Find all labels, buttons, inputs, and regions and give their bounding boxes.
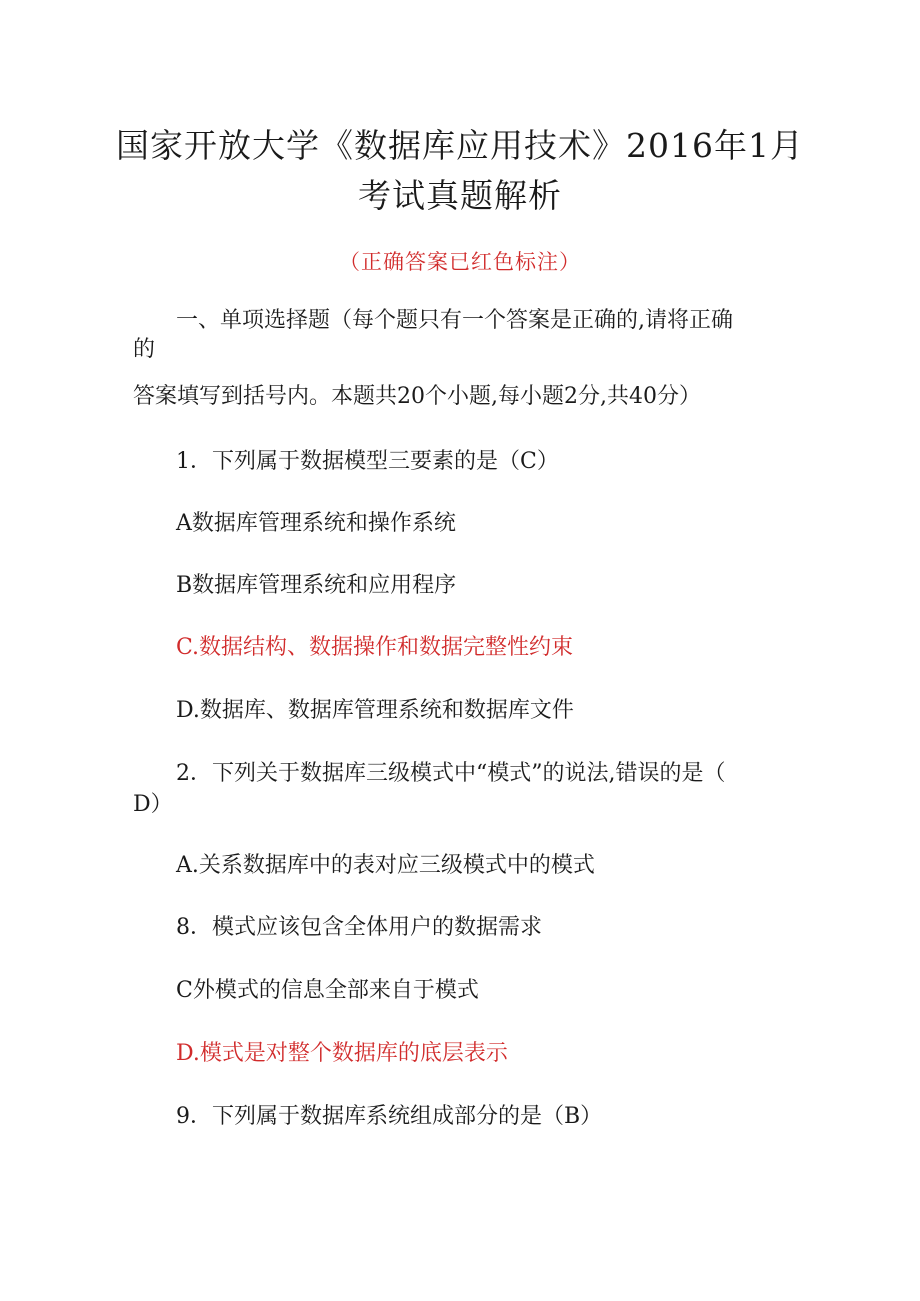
option-item: A数据库管理系统和操作系统 bbox=[176, 511, 456, 536]
section-heading-line-1: 一、单项选择题（每个题只有一个答案是正确的,请将正确 bbox=[176, 308, 733, 333]
answer-note: （正确答案已红色标注） bbox=[339, 250, 581, 274]
option-item: C外模式的信息全部来自于模式 bbox=[176, 978, 479, 1003]
document-title-line-1: 国家开放大学《数据库应用技术》2016年1月 bbox=[116, 126, 804, 165]
question-stem-continuation: D） bbox=[133, 792, 173, 817]
section-heading-line-3: 答案填写到括号内。本题共20个小题,每小题2分,共40分） bbox=[133, 384, 701, 409]
option-item: B数据库管理系统和应用程序 bbox=[176, 573, 457, 598]
option-item: A.关系数据库中的表对应三级模式中的模式 bbox=[176, 853, 595, 878]
question-stem: 2．下列关于数据库三级模式中“模式”的说法,错误的是（ bbox=[176, 761, 726, 786]
question-stem: 1．下列属于数据模型三要素的是（C） bbox=[176, 449, 559, 474]
option-item: 8．模式应该包含全体用户的数据需求 bbox=[176, 915, 542, 940]
document-title-line-2: 考试真题解析 bbox=[358, 176, 562, 215]
question-stem: 9．下列属于数据库系统组成部分的是（B） bbox=[176, 1104, 603, 1129]
section-heading-line-2: 的 bbox=[133, 337, 156, 362]
option-item: D.数据库、数据库管理系统和数据库文件 bbox=[176, 698, 574, 723]
correct-option-item: D.模式是对整个数据库的底层表示 bbox=[176, 1041, 508, 1066]
correct-option-item: C.数据结构、数据操作和数据完整性约束 bbox=[176, 635, 574, 660]
